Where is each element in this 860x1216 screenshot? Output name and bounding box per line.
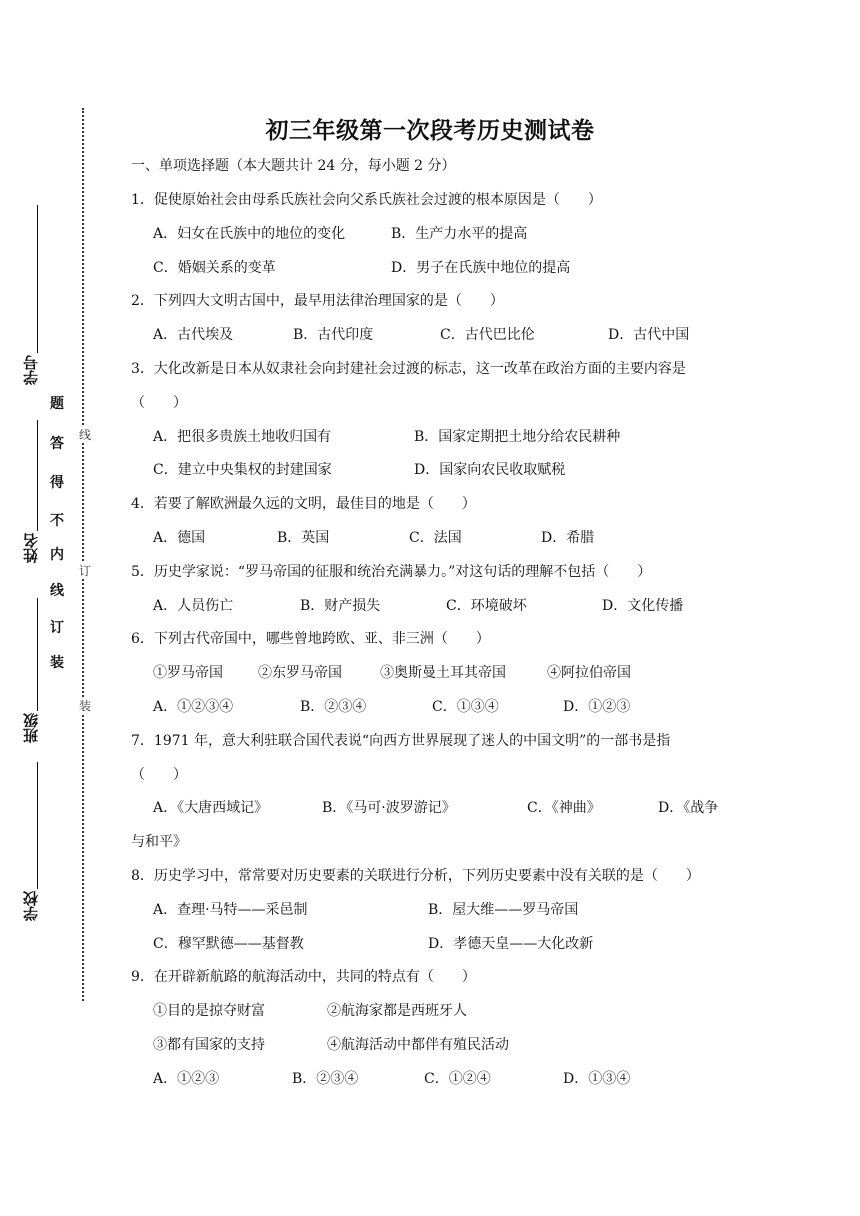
binding-line-char: 线: [79, 428, 92, 442]
class-underline: [37, 598, 38, 711]
statement-item: ①罗马帝国: [153, 665, 223, 681]
notice-char: 得: [50, 475, 64, 491]
statement-item: ③奥斯曼土耳其帝国: [380, 665, 506, 681]
question-stem: 2．下列四大文明古国中，最早用法律治理国家的是（ ）: [131, 293, 504, 309]
option-c: C．环境破坏: [446, 598, 527, 614]
school-underline: [37, 762, 38, 889]
option-d: D．文化传播: [602, 598, 684, 614]
option-c: C．①②④: [424, 1071, 491, 1087]
question-stem-continued: （ ）: [131, 767, 187, 783]
option-d: D．①③④: [563, 1071, 631, 1087]
option-b: B．屋大维——罗马帝国: [428, 902, 579, 918]
statement-item: ④阿拉伯帝国: [547, 665, 631, 681]
option-d: D．①②③: [563, 699, 631, 715]
option-d: D．古代中国: [608, 327, 690, 343]
question-stem: 4．若要了解欧洲最久远的文明，最佳目的地是（ ）: [131, 496, 476, 512]
notice-char: 题: [50, 396, 64, 412]
notice-char: 不: [50, 513, 64, 529]
option-a: A．妇女在氏族中的地位的变化: [153, 226, 346, 242]
question-stem: 9．在开辟新航路的航海活动中，共同的特点有（ ）: [131, 969, 476, 985]
student-id-underline: [37, 205, 38, 353]
statement-item: ②航海家都是西班牙人: [327, 1003, 467, 1019]
option-c: C．法国: [409, 530, 462, 546]
option-d: D．希腊: [541, 530, 595, 546]
notice-char: 内: [50, 547, 64, 563]
notice-char: 装: [50, 655, 64, 671]
option-a: A．德国: [153, 530, 206, 546]
notice-char: 线: [50, 583, 64, 599]
school-label: 学校: [22, 891, 40, 921]
question-stem-continued: （ ）: [131, 395, 187, 411]
option-d: D．国家向农民收取赋税: [414, 462, 566, 478]
exam-title: 初三年级第一次段考历史测试卷: [265, 118, 595, 144]
option-a: A．①②③: [153, 1071, 220, 1087]
question-stem: 5．历史学家说：“罗马帝国的征服和统治充满暴力。”对这句话的理解不包括（ ）: [131, 564, 652, 580]
option-d: D．《战争: [658, 800, 719, 816]
option-b: B．财产损失: [300, 598, 381, 614]
question-stem: 1．促使原始社会由母系氏族社会向父系氏族社会过渡的根本原因是（ ）: [131, 192, 602, 208]
binding-line-char: 订: [79, 564, 92, 578]
option-a: A．把很多贵族土地收归国有: [153, 429, 332, 445]
notice-char: 答: [50, 436, 64, 452]
class-label: 班级: [22, 713, 40, 743]
option-c: C．建立中央集权的封建国家: [153, 462, 332, 478]
option-b: B．②③④: [292, 1071, 359, 1087]
question-stem: 8．历史学习中，常常要对历史要素的关联进行分析，下列历史要素中没有关联的是（ ）: [131, 868, 700, 884]
question-stem: 7．1971 年，意大利驻联合国代表说“向西方世界展现了迷人的中国文明”的一部书是指: [131, 733, 671, 749]
option-b: B．国家定期把土地分给农民耕种: [414, 429, 621, 445]
statement-item: ②东罗马帝国: [258, 665, 342, 681]
option-d: D．男子在氏族中地位的提高: [391, 260, 571, 276]
option-a: A．①②③④: [153, 699, 234, 715]
statement-item: ④航海活动中都伴有殖民活动: [327, 1037, 509, 1053]
binding-dotted-line: [82, 108, 84, 1001]
statement-item: ③都有国家的支持: [153, 1037, 265, 1053]
option-c: C．①③④: [432, 699, 499, 715]
question-stem: 6．下列古代帝国中，哪些曾地跨欧、亚、非三洲（ ）: [131, 631, 490, 647]
option-b: B．②③④: [300, 699, 367, 715]
option-d: D．孝德天皇——大化改新: [428, 936, 594, 952]
option-b: B．生产力水平的提高: [391, 226, 528, 242]
option-b: B．英国: [277, 530, 330, 546]
option-b: B．古代印度: [293, 327, 374, 343]
option-c: C．古代巴比伦: [440, 327, 535, 343]
option-b: B．《马可·波罗游记》: [322, 800, 456, 816]
name-label: 姓名: [22, 533, 40, 563]
option-d-continued: 与和平》: [131, 834, 187, 850]
section-heading: 一、单项选择题（本大题共计 24 分，每小题 2 分）: [131, 158, 456, 174]
option-c: C．穆罕默德——基督教: [153, 936, 304, 952]
student-id-label: 学号: [22, 355, 40, 385]
binding-line-char: 装: [79, 699, 92, 713]
statement-item: ①目的是掠夺财富: [153, 1003, 265, 1019]
notice-char: 订: [50, 620, 64, 636]
question-stem: 3．大化改新是日本从奴隶社会向封建社会过渡的标志，这一改革在政治方面的主要内容是: [131, 361, 686, 377]
option-a: A．《大唐西域记》: [153, 800, 269, 816]
option-a: A．查理·马特——采邑制: [153, 902, 308, 918]
name-underline: [37, 420, 38, 531]
option-a: A．古代埃及: [153, 327, 234, 343]
option-c: C．《神曲》: [527, 800, 601, 816]
option-a: A．人员伤亡: [153, 598, 234, 614]
option-c: C．婚姻关系的变革: [153, 260, 276, 276]
